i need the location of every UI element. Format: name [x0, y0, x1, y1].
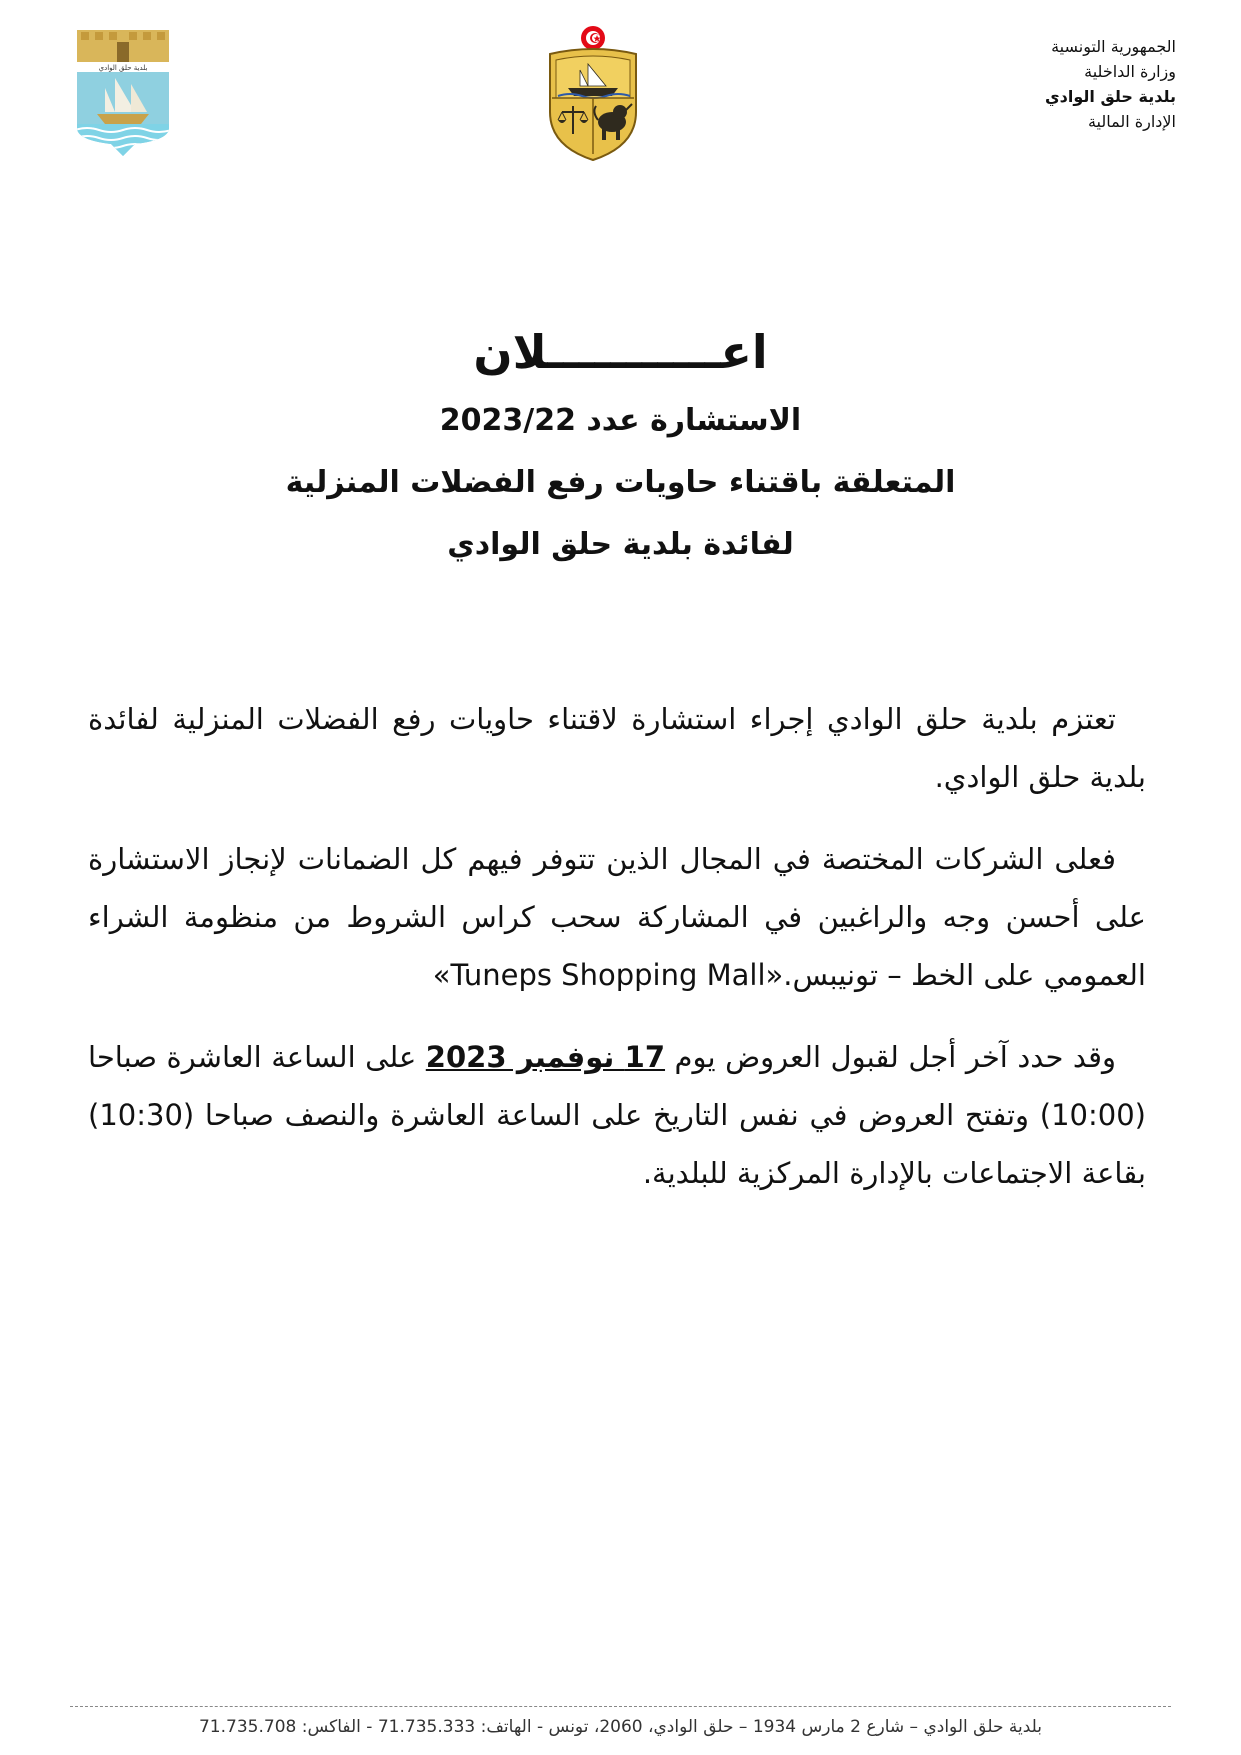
deadline-details: على الساعة العاشرة صباحا (10:00) وتفتح العروض في نفس التاريخ على الساعة العاشرة والنصف صباحا (10:30) بقاعة الاجتماعات بالإدارة المركزية للبلدية. [88, 1040, 1146, 1190]
deadline-date: 17 نوفمبر 2023 [425, 1040, 666, 1074]
body-paragraph-deadline [88, 1028, 1146, 1202]
header-administrative-block [1045, 34, 1176, 134]
body-paragraph-invitation [88, 830, 1146, 1004]
header-department: الإدارة المالية [1087, 112, 1176, 131]
announcement-body [88, 690, 1146, 1226]
municipality-logo [75, 28, 171, 158]
announcement-title-block [0, 320, 1241, 576]
header-ministry: وزارة الداخلية [1084, 62, 1176, 81]
invitation-text: فعلى الشركات المختصة في المجال الذين تتوفر فيهم كل الضمانات لإنجاز الاستشارة على أحسن وجه والراغبين في المشاركة سحب كراس الشروط من منظومة الشراء العمومي على الخط – تونيبس. [88, 842, 1146, 992]
consultation-beneficiary: لفائدة بلدية حلق الوادي [447, 527, 794, 562]
header-municipality: بلدية حلق الوادي [1045, 87, 1176, 106]
footer-divider [70, 1706, 1171, 1707]
header-republic: الجمهورية التونسية [1051, 37, 1176, 56]
tuneps-platform-name: «Tuneps Shopping Mall» [432, 958, 784, 992]
tunisia-coat-of-arms [540, 24, 646, 164]
deadline-intro: وقد حدد آخر أجل لقبول العروض يوم [674, 1040, 1116, 1074]
svg-text:بلدية حلق الوادي: بلدية حلق الوادي [98, 64, 148, 72]
consultation-number: الاستشارة عدد 2023/22 [439, 403, 802, 438]
body-paragraph-intent: تعتزم بلدية حلق الوادي إجراء استشارة لاقتناء حاويات رفع الفضلات المنزلية لفائدة بلدية حلق الوادي. [88, 702, 1146, 794]
footer-contact: بلدية حلق الوادي – شارع 2 مارس 1934 – حلق الوادي، 2060، تونس - الهاتف: 71.735.333 - الفاكس: 71.735.708 [198, 1717, 1042, 1737]
announcement-heading: اعـــــــــــلان [473, 325, 768, 379]
consultation-subject: المتعلقة باقتناء حاويات رفع الفضلات المنزلية [285, 465, 956, 500]
